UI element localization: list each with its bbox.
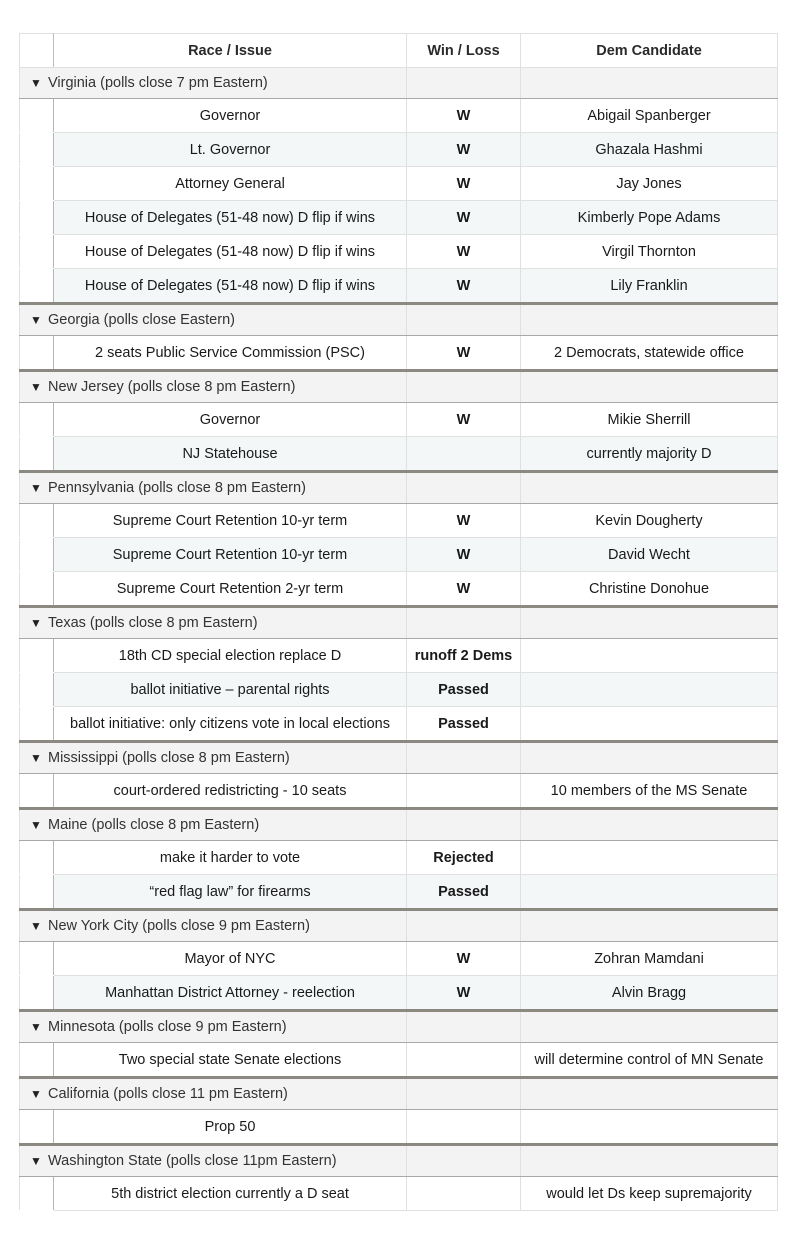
- result-cell[interactable]: runoff 2 Dems: [407, 639, 521, 673]
- group-candidate-cell[interactable]: [521, 472, 778, 504]
- result-cell[interactable]: [407, 1177, 521, 1211]
- candidate-cell[interactable]: Mikie Sherrill: [521, 403, 778, 437]
- row-handle-header: [20, 34, 54, 68]
- group-header[interactable]: [20, 809, 407, 841]
- candidate-cell[interactable]: [521, 707, 778, 742]
- result-cell[interactable]: [407, 1110, 521, 1145]
- table-row: [20, 639, 778, 673]
- race-cell[interactable]: Lt. Governor: [54, 133, 407, 167]
- group-label: Mississippi (polls close 8 pm Eastern): [48, 750, 290, 766]
- collapse-triangle-icon[interactable]: ▼: [30, 76, 42, 90]
- candidate-cell[interactable]: Lily Franklin: [521, 269, 778, 304]
- result-cell[interactable]: W: [407, 504, 521, 538]
- row-handle-cell[interactable]: [20, 673, 54, 707]
- group-row: [20, 910, 778, 942]
- table-row: [20, 572, 778, 607]
- race-cell[interactable]: Supreme Court Retention 2-yr term: [54, 572, 407, 607]
- candidate-cell[interactable]: Abigail Spanberger: [521, 99, 778, 133]
- candidate-cell[interactable]: Christine Donohue: [521, 572, 778, 607]
- column-header-race[interactable]: Race / Issue: [54, 34, 407, 68]
- result-cell[interactable]: W: [407, 235, 521, 269]
- result-cell[interactable]: Passed: [407, 875, 521, 910]
- result-cell[interactable]: W: [407, 201, 521, 235]
- collapse-triangle-icon[interactable]: ▼: [30, 481, 42, 495]
- group-row: [20, 68, 778, 99]
- row-handle-cell[interactable]: [20, 1043, 54, 1078]
- group-label: Georgia (polls close Eastern): [48, 312, 235, 328]
- candidate-cell[interactable]: [521, 639, 778, 673]
- table-row: [20, 99, 778, 133]
- candidate-cell[interactable]: [521, 1110, 778, 1145]
- race-cell[interactable]: Supreme Court Retention 10-yr term: [54, 504, 407, 538]
- collapse-triangle-icon[interactable]: ▼: [30, 616, 42, 630]
- row-handle-cell[interactable]: [20, 167, 54, 201]
- table-row: [20, 774, 778, 809]
- result-cell[interactable]: W: [407, 976, 521, 1011]
- race-cell[interactable]: ballot initiative – parental rights: [54, 673, 407, 707]
- group-candidate-cell[interactable]: [521, 1145, 778, 1177]
- result-cell[interactable]: Passed: [407, 707, 521, 742]
- table-row: [20, 976, 778, 1011]
- group-header[interactable]: [20, 472, 407, 504]
- table-row: [20, 269, 778, 304]
- candidate-cell[interactable]: Kevin Dougherty: [521, 504, 778, 538]
- race-cell[interactable]: court-ordered redistricting - 10 seats: [54, 774, 407, 809]
- group-result-cell[interactable]: [407, 742, 521, 774]
- race-cell[interactable]: ballot initiative: only citizens vote in local elections: [54, 707, 407, 742]
- group-header[interactable]: [20, 910, 407, 942]
- candidate-cell[interactable]: 2 Democrats, statewide office: [521, 336, 778, 371]
- table-row: [20, 336, 778, 371]
- candidate-cell[interactable]: would let Ds keep supremajority: [521, 1177, 778, 1211]
- result-cell[interactable]: W: [407, 572, 521, 607]
- race-cell[interactable]: House of Delegates (51-48 now) D flip if wins: [54, 269, 407, 304]
- group-candidate-cell[interactable]: [521, 1078, 778, 1110]
- group-result-cell[interactable]: [407, 1078, 521, 1110]
- elections-table: [19, 33, 778, 1211]
- row-handle-cell[interactable]: [20, 269, 54, 304]
- candidate-cell[interactable]: [521, 875, 778, 910]
- result-cell[interactable]: W: [407, 403, 521, 437]
- group-candidate-cell[interactable]: [521, 304, 778, 336]
- group-label: California (polls close 11 pm Eastern): [48, 1086, 288, 1102]
- row-handle-cell[interactable]: [20, 639, 54, 673]
- collapse-triangle-icon[interactable]: ▼: [30, 380, 42, 394]
- group-header[interactable]: [20, 1011, 407, 1043]
- row-handle-cell[interactable]: [20, 875, 54, 910]
- group-candidate-cell[interactable]: [521, 910, 778, 942]
- group-header[interactable]: [20, 742, 407, 774]
- row-handle-cell[interactable]: [20, 976, 54, 1011]
- collapse-triangle-icon[interactable]: ▼: [30, 1087, 42, 1101]
- table-row: [20, 673, 778, 707]
- group-result-cell[interactable]: [407, 68, 521, 99]
- result-cell[interactable]: W: [407, 942, 521, 976]
- table-row: [20, 875, 778, 910]
- row-handle-cell[interactable]: [20, 437, 54, 472]
- collapse-triangle-icon[interactable]: ▼: [30, 751, 42, 765]
- group-result-cell[interactable]: [407, 1011, 521, 1043]
- header-row: [20, 34, 778, 68]
- group-row: [20, 371, 778, 403]
- row-handle-cell[interactable]: [20, 133, 54, 167]
- group-result-cell[interactable]: [407, 910, 521, 942]
- group-row: [20, 1011, 778, 1043]
- group-row: [20, 1145, 778, 1177]
- row-handle-cell[interactable]: [20, 504, 54, 538]
- group-label: Minnesota (polls close 9 pm Eastern): [48, 1019, 287, 1035]
- column-header-result[interactable]: Win / Loss: [407, 34, 521, 68]
- collapse-triangle-icon[interactable]: ▼: [30, 919, 42, 933]
- result-cell[interactable]: Passed: [407, 673, 521, 707]
- group-result-cell[interactable]: [407, 472, 521, 504]
- row-handle-cell[interactable]: [20, 201, 54, 235]
- group-candidate-cell[interactable]: [521, 371, 778, 403]
- group-candidate-cell[interactable]: [521, 809, 778, 841]
- race-cell[interactable]: Mayor of NYC: [54, 942, 407, 976]
- race-cell[interactable]: Two special state Senate elections: [54, 1043, 407, 1078]
- table-row: [20, 235, 778, 269]
- group-label: Pennsylvania (polls close 8 pm Eastern): [48, 480, 306, 496]
- group-header[interactable]: [20, 371, 407, 403]
- race-cell[interactable]: Prop 50: [54, 1110, 407, 1145]
- table-row: [20, 1043, 778, 1078]
- table-row: [20, 942, 778, 976]
- collapse-triangle-icon[interactable]: ▼: [30, 1020, 42, 1034]
- table-row: [20, 841, 778, 875]
- race-cell[interactable]: 5th district election currently a D seat: [54, 1177, 407, 1211]
- group-label: Maine (polls close 8 pm Eastern): [48, 817, 260, 833]
- row-handle-cell[interactable]: [20, 774, 54, 809]
- candidate-cell[interactable]: 10 members of the MS Senate: [521, 774, 778, 809]
- candidate-cell[interactable]: Virgil Thornton: [521, 235, 778, 269]
- group-candidate-cell[interactable]: [521, 1011, 778, 1043]
- result-cell[interactable]: [407, 437, 521, 472]
- column-header-candidate[interactable]: Dem Candidate: [521, 34, 778, 68]
- table-row: [20, 1110, 778, 1145]
- group-result-cell[interactable]: [407, 607, 521, 639]
- group-label: Virginia (polls close 7 pm Eastern): [48, 75, 268, 91]
- group-row: [20, 809, 778, 841]
- candidate-cell[interactable]: Jay Jones: [521, 167, 778, 201]
- row-handle-cell[interactable]: [20, 235, 54, 269]
- race-cell[interactable]: House of Delegates (51-48 now) D flip if wins: [54, 201, 407, 235]
- race-cell[interactable]: 2 seats Public Service Commission (PSC): [54, 336, 407, 371]
- table-row: [20, 201, 778, 235]
- candidate-cell[interactable]: [521, 841, 778, 875]
- result-cell[interactable]: W: [407, 538, 521, 572]
- candidate-cell[interactable]: Zohran Mamdani: [521, 942, 778, 976]
- table-row: [20, 403, 778, 437]
- group-row: [20, 742, 778, 774]
- result-cell[interactable]: W: [407, 99, 521, 133]
- candidate-cell[interactable]: Kimberly Pope Adams: [521, 201, 778, 235]
- row-handle-cell[interactable]: [20, 1177, 54, 1211]
- candidate-cell[interactable]: currently majority D: [521, 437, 778, 472]
- race-cell[interactable]: Governor: [54, 99, 407, 133]
- group-header[interactable]: [20, 68, 407, 99]
- row-handle-cell[interactable]: [20, 841, 54, 875]
- table-row: [20, 707, 778, 742]
- table-row: [20, 538, 778, 572]
- row-handle-cell[interactable]: [20, 1110, 54, 1145]
- race-cell[interactable]: 18th CD special election replace D: [54, 639, 407, 673]
- group-candidate-cell[interactable]: [521, 68, 778, 99]
- group-row: [20, 607, 778, 639]
- result-cell[interactable]: W: [407, 269, 521, 304]
- result-cell[interactable]: [407, 774, 521, 809]
- race-cell[interactable]: House of Delegates (51-48 now) D flip if wins: [54, 235, 407, 269]
- race-cell[interactable]: “red flag law” for firearms: [54, 875, 407, 910]
- group-result-cell[interactable]: [407, 371, 521, 403]
- result-cell[interactable]: W: [407, 336, 521, 371]
- candidate-cell[interactable]: will determine control of MN Senate: [521, 1043, 778, 1078]
- row-handle-cell[interactable]: [20, 403, 54, 437]
- row-handle-cell[interactable]: [20, 707, 54, 742]
- table-row: [20, 1177, 778, 1211]
- group-label: New Jersey (polls close 8 pm Eastern): [48, 379, 296, 395]
- group-header[interactable]: [20, 607, 407, 639]
- group-row: [20, 472, 778, 504]
- race-cell[interactable]: NJ Statehouse: [54, 437, 407, 472]
- group-result-cell[interactable]: [407, 304, 521, 336]
- race-cell[interactable]: Governor: [54, 403, 407, 437]
- race-cell[interactable]: make it harder to vote: [54, 841, 407, 875]
- table-row: [20, 167, 778, 201]
- group-header[interactable]: [20, 1145, 407, 1177]
- candidate-cell[interactable]: Alvin Bragg: [521, 976, 778, 1011]
- row-handle-cell[interactable]: [20, 572, 54, 607]
- row-handle-cell[interactable]: [20, 336, 54, 371]
- result-cell[interactable]: W: [407, 133, 521, 167]
- candidate-cell[interactable]: Ghazala Hashmi: [521, 133, 778, 167]
- row-handle-cell[interactable]: [20, 538, 54, 572]
- collapse-triangle-icon[interactable]: ▼: [30, 818, 42, 832]
- result-cell[interactable]: [407, 1043, 521, 1078]
- group-candidate-cell[interactable]: [521, 742, 778, 774]
- row-handle-cell[interactable]: [20, 942, 54, 976]
- table-row: [20, 437, 778, 472]
- group-header[interactable]: [20, 304, 407, 336]
- row-handle-cell[interactable]: [20, 99, 54, 133]
- table-row: [20, 133, 778, 167]
- race-cell[interactable]: Manhattan District Attorney - reelection: [54, 976, 407, 1011]
- candidate-cell[interactable]: David Wecht: [521, 538, 778, 572]
- group-candidate-cell[interactable]: [521, 607, 778, 639]
- group-label: Washington State (polls close 11pm Eastern): [48, 1153, 337, 1169]
- candidate-cell[interactable]: [521, 673, 778, 707]
- collapse-triangle-icon[interactable]: ▼: [30, 1154, 42, 1168]
- race-cell[interactable]: Attorney General: [54, 167, 407, 201]
- group-label: New York City (polls close 9 pm Eastern): [48, 918, 310, 934]
- group-header[interactable]: [20, 1078, 407, 1110]
- group-label: Texas (polls close 8 pm Eastern): [48, 615, 258, 631]
- group-result-cell[interactable]: [407, 1145, 521, 1177]
- group-result-cell[interactable]: [407, 809, 521, 841]
- race-cell[interactable]: Supreme Court Retention 10-yr term: [54, 538, 407, 572]
- result-cell[interactable]: W: [407, 167, 521, 201]
- group-row: [20, 1078, 778, 1110]
- result-cell[interactable]: Rejected: [407, 841, 521, 875]
- table-row: [20, 504, 778, 538]
- group-row: [20, 304, 778, 336]
- collapse-triangle-icon[interactable]: ▼: [30, 313, 42, 327]
